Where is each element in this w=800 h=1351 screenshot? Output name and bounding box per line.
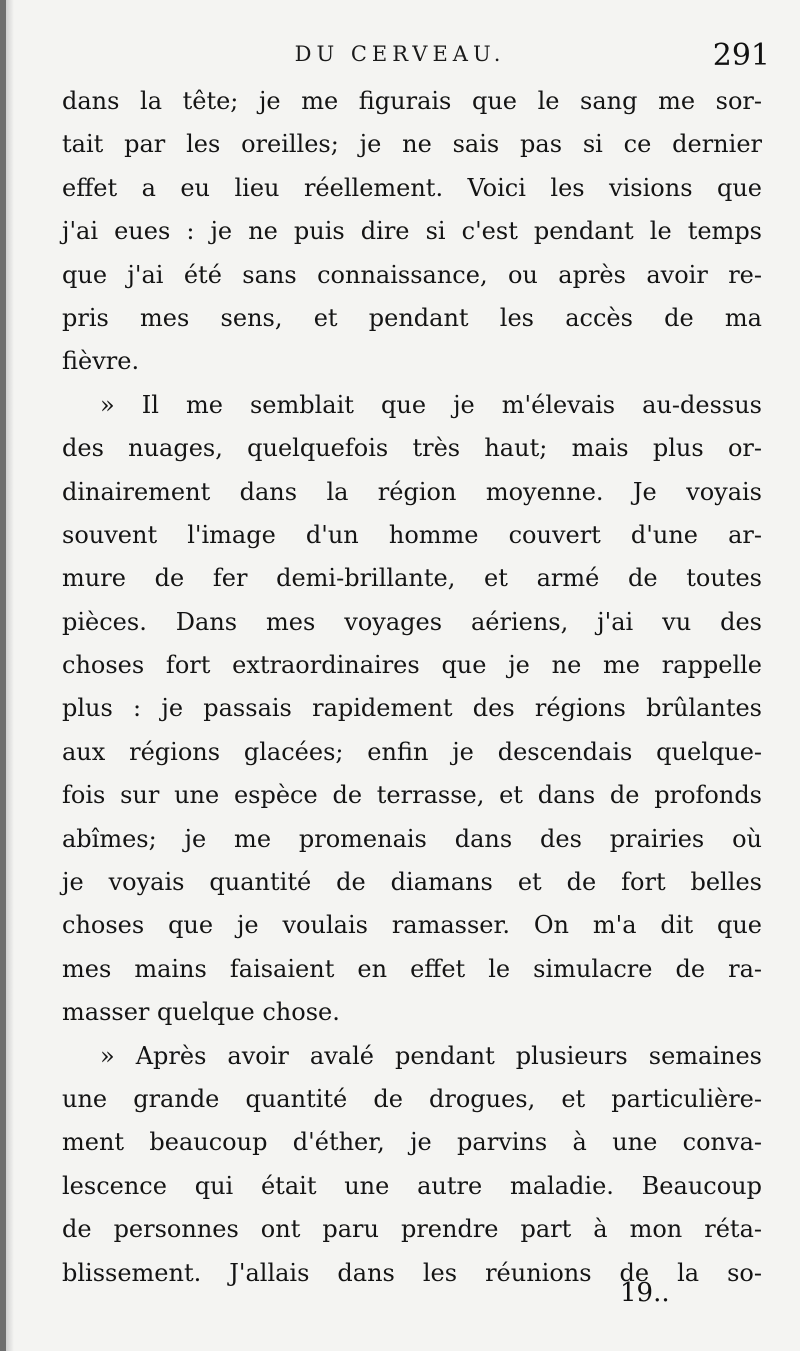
text-line: plus : je passais rapidement des régions brûlantes <box>62 694 762 723</box>
text-line: que j'ai été sans connaissance, ou après avoir re- <box>62 260 762 289</box>
text-line: mes mains faisaient en effet le simulacre de ra- <box>62 954 762 983</box>
text-line: j'ai eues : je ne puis dire si c'est pendant le temps <box>62 217 762 246</box>
text-line: dans la tête; je me figurais que le sang me sor- <box>62 87 762 115</box>
text-line: des nuages, quelquefois très haut; mais plus or- <box>62 434 762 463</box>
page-header <box>0 38 800 78</box>
text-line: aux régions glacées; enfin je descendais quelque- <box>62 737 762 766</box>
text-line: lescence qui était une autre maladie. Beaucoup <box>62 1171 762 1200</box>
text-line: pièces. Dans mes voyages aériens, j'ai vu des <box>62 607 762 636</box>
text-line: effet a eu lieu réellement. Voici les visions que <box>62 173 762 202</box>
text-line: tait par les oreilles; je ne sais pas si ce dernier <box>62 130 762 159</box>
text-line: je voyais quantité de diamans et de fort belles <box>62 868 762 897</box>
text-line: masser quelque chose. <box>62 998 340 1027</box>
text-line: une grande quantité de drogues, et particulière- <box>62 1084 762 1113</box>
text-line: » Il me semblait que je m'élevais au-dessus <box>100 390 762 419</box>
text-line: dinairement dans la région moyenne. Je voyais <box>62 477 762 506</box>
text-line: choses fort extraordinaires que je ne me rappelle <box>62 651 762 680</box>
text-line: mure de fer demi-brillante, et armé de toutes <box>62 564 762 593</box>
body-text <box>62 80 762 1295</box>
text-line: souvent l'image d'un homme couvert d'une ar- <box>62 520 762 549</box>
text-line: de personnes ont paru prendre part à mon réta- <box>62 1215 762 1244</box>
text-line: choses que je voulais ramasser. On m'a dit que <box>62 911 762 940</box>
text-line: abîmes; je me promenais dans des prairies où <box>62 824 762 853</box>
text-line: blissement. J'allais dans les réunions de la so- <box>62 1258 762 1287</box>
running-head: DU CERVEAU. <box>294 42 506 66</box>
text-line: fois sur une espèce de terrasse, et dans de profonds <box>62 781 762 810</box>
text-line: » Après avoir avalé pendant plusieurs semaines <box>100 1041 762 1070</box>
page-number: 291 <box>712 38 770 73</box>
text-line: pris mes sens, et pendant les accès de ma <box>62 303 762 332</box>
page-gutter-shadow <box>6 0 14 1351</box>
text-line: fièvre. <box>62 347 140 376</box>
signature-mark: 19.. <box>620 1278 670 1308</box>
text-line: ment beaucoup d'éther, je parvins à une conva- <box>62 1128 762 1157</box>
